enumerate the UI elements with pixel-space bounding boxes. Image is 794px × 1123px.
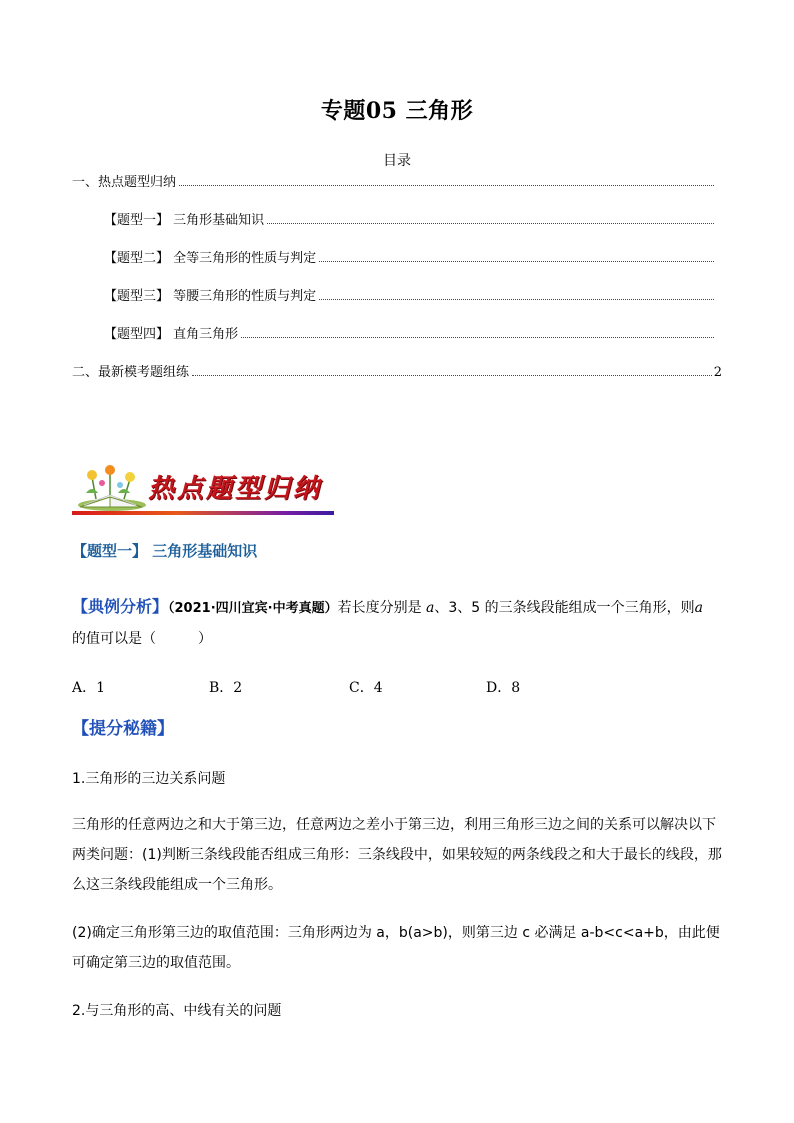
toc-leader-dots <box>267 222 714 224</box>
example-tag: 【典例分析】 <box>72 597 169 616</box>
tips-heading: 【提分秘籍】 <box>72 719 174 739</box>
option-d[interactable]: D．8 <box>486 680 521 696</box>
question-text: 的值可以是（ ） <box>72 631 212 647</box>
question-text: 、3、5 的三条线段能组成一个三角形，则 <box>434 600 695 616</box>
toc-entry-practice[interactable] <box>72 362 722 380</box>
toc-leader-dots <box>179 184 714 186</box>
example-source: （2021·四川宜宾·中考真题） <box>168 601 338 616</box>
toc-heading: 目录 <box>383 153 411 169</box>
toc-leader-dots <box>319 298 714 300</box>
toc-entry-label: 【题型二】 全等三角形的性质与判定 <box>104 251 317 266</box>
tip-paragraph-3: (2)确定三角形第三边的取值范围：三角形两边为 a，b(a>b)，则第三边 c 必满足 a-b<c<a+b，由此便可确定第三边的取值范围。 <box>72 925 720 971</box>
toc-entry-hotspot[interactable] <box>72 172 722 190</box>
toc-leader-dots <box>192 374 712 376</box>
tip-paragraph-2: 三角形的任意两边之和大于第三边，任意两边之差小于第三边，利用三角形三边之间的关系可以解决以下两类问题：(1)判断三条线段能否组成三角形：三条线段中，如果较短的两条线段之和大于最长的线段，那么这三条线段能组成一个三角形。 <box>72 817 722 893</box>
toc-entry-type3[interactable] <box>104 286 722 304</box>
example-question <box>72 592 726 654</box>
toc-entry-type1[interactable] <box>104 210 722 228</box>
banner-title: 热点题型归纳 <box>148 474 323 504</box>
tip-paragraph-4: 2.与三角形的高、中线有关的问题 <box>72 1003 282 1019</box>
toc-entry-type4[interactable] <box>104 324 722 342</box>
option-c[interactable]: C．4 <box>349 680 383 696</box>
toc-entry-label: 一、热点题型归纳 <box>72 175 177 190</box>
toc-leader-dots <box>319 260 714 262</box>
toc-entry-label: 【题型一】 三角形基础知识 <box>104 213 265 228</box>
toc-page-number: 2 <box>713 365 722 380</box>
option-a[interactable]: A．1 <box>72 680 106 696</box>
section-heading-type1: 【题型一】 三角形基础知识 <box>72 542 258 560</box>
document-title: 专题05 三角形 <box>320 98 474 124</box>
banner-underline <box>72 511 334 515</box>
tip-paragraph-1: 1.三角形的三边关系问题 <box>72 771 226 787</box>
toc-entry-label: 【题型四】 直角三角形 <box>104 327 239 342</box>
variable-a: a <box>694 600 704 616</box>
toc-entry-type2[interactable] <box>104 248 722 266</box>
question-text: 若长度分别是 <box>337 600 422 616</box>
variable-a: a <box>426 600 435 616</box>
answer-options <box>72 677 726 697</box>
toc-entry-label: 【题型三】 等腰三角形的性质与判定 <box>104 289 317 304</box>
toc-entry-label: 二、最新模考题组练 <box>72 365 190 380</box>
toc-leader-dots <box>241 336 714 338</box>
option-b[interactable]: B．2 <box>209 680 243 696</box>
